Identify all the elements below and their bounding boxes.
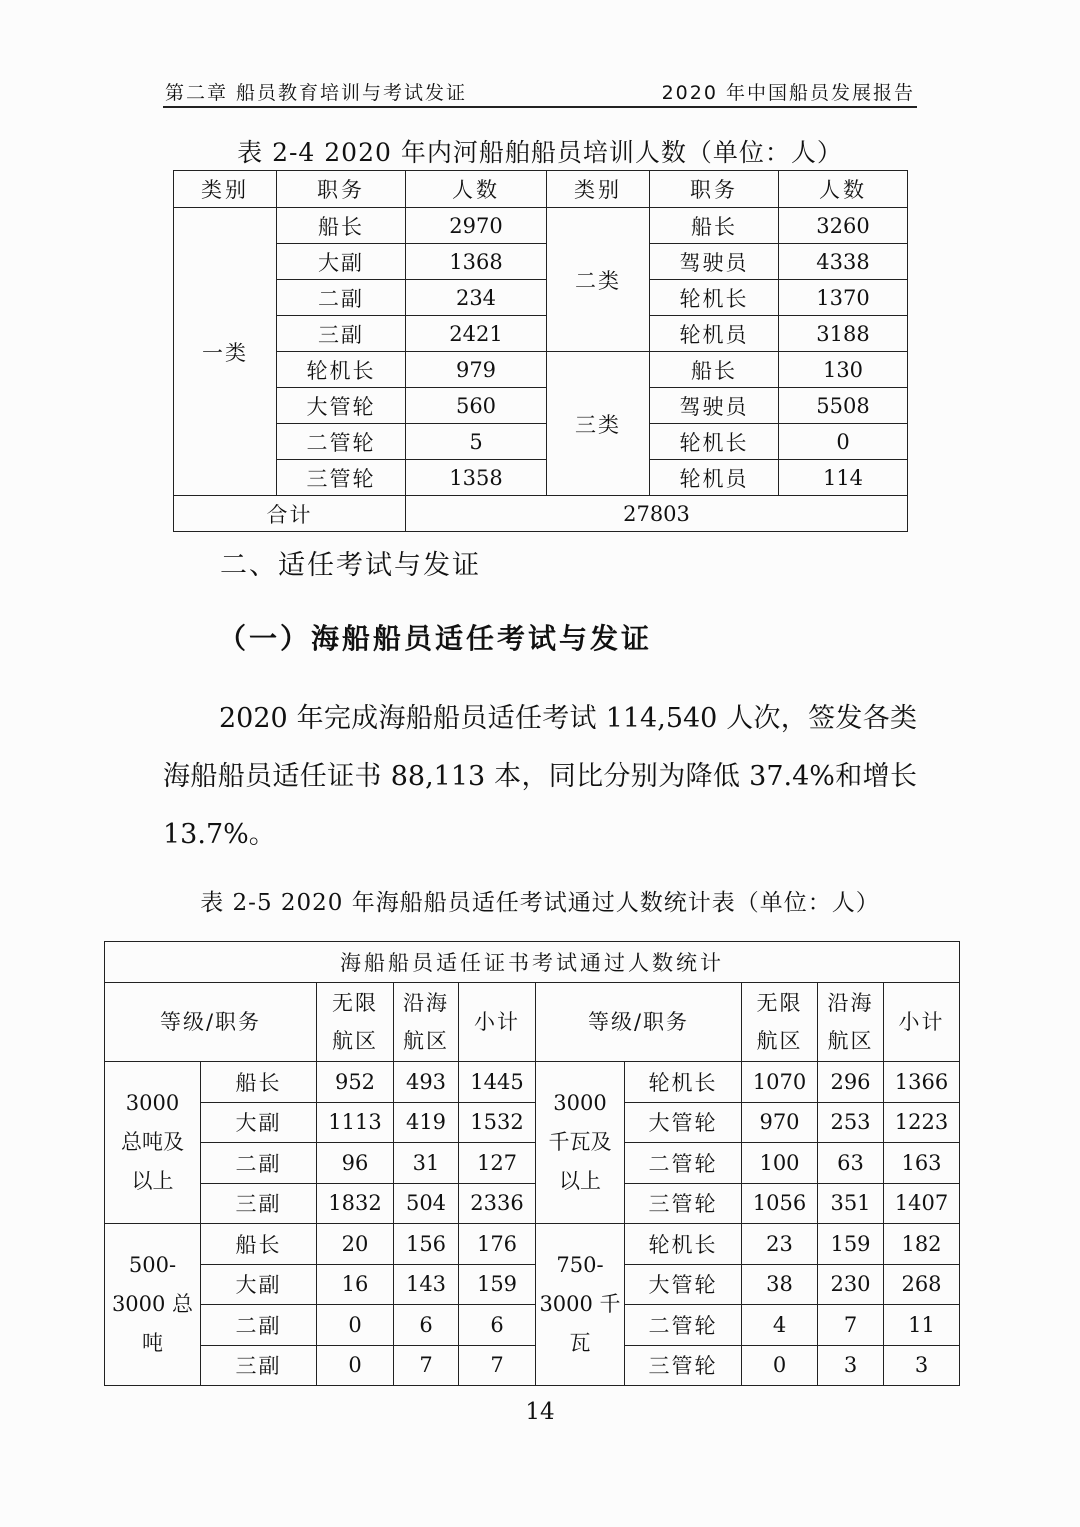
count-cell: 3260 <box>779 208 908 244</box>
group-label-line: 3000 <box>553 1091 607 1115</box>
role-cell: 轮机员 <box>650 316 779 352</box>
header-unlimited <box>742 983 818 1062</box>
class1-cell: 一类 <box>174 208 277 496</box>
group-label-line: 以上 <box>559 1169 601 1193</box>
table-title-row <box>105 942 960 983</box>
coastal-cell: 419 <box>394 1102 459 1143</box>
section-heading: 二、适任考试与发证 <box>220 550 481 581</box>
coastal-cell: 156 <box>394 1224 459 1265</box>
report-title: 2020 年中国船员发展报告 <box>661 82 915 104</box>
role-cell: 轮机长 <box>625 1062 742 1103</box>
table-title: 海船船员适任证书考试通过人数统计 <box>105 942 960 983</box>
table-row <box>105 1224 960 1265</box>
subtotal-cell: 11 <box>884 1305 960 1346</box>
header-grade-role: 等级/职务 <box>536 983 742 1062</box>
table-row <box>105 1102 960 1143</box>
count-cell: 0 <box>779 424 908 460</box>
header-line: 航区 <box>403 1029 449 1053</box>
header-coastal <box>394 983 459 1062</box>
count-cell: 5508 <box>779 388 908 424</box>
table-row <box>174 388 908 424</box>
count-cell: 3188 <box>779 316 908 352</box>
role-cell: 二管轮 <box>625 1305 742 1346</box>
role-cell: 大副 <box>277 244 406 280</box>
unlimited-cell: 16 <box>317 1264 394 1305</box>
subsection-heading: （一）海船船员适任考试与发证 <box>218 622 653 655</box>
table-row <box>174 280 908 316</box>
header-subtotal: 小计 <box>884 983 960 1062</box>
table-row <box>105 1143 960 1184</box>
header-count: 人数 <box>406 171 547 208</box>
count-cell: 5 <box>406 424 547 460</box>
table1-caption: 表 2-4 2020 年内河船舶船员培训人数（单位：人） <box>237 138 843 167</box>
inland-training-table <box>173 170 908 532</box>
count-cell: 979 <box>406 352 547 388</box>
subtotal-cell: 127 <box>459 1143 536 1184</box>
group-label-line: 瓦 <box>569 1331 591 1355</box>
header-line: 沿海 <box>403 991 449 1015</box>
total-label: 合计 <box>174 496 406 532</box>
unlimited-cell: 1056 <box>742 1183 818 1224</box>
page-number: 14 <box>525 1399 555 1425</box>
unlimited-cell: 20 <box>317 1224 394 1265</box>
tonnage-group-label <box>105 1224 201 1386</box>
power-group-label <box>536 1062 625 1224</box>
tonnage-group-label <box>105 1062 201 1224</box>
header-line: 航区 <box>756 1029 803 1053</box>
role-cell: 轮机长 <box>625 1224 742 1265</box>
coastal-cell: 296 <box>818 1062 884 1103</box>
subtotal-cell: 268 <box>884 1264 960 1305</box>
subtotal-cell: 7 <box>459 1345 536 1386</box>
table2-caption: 表 2-5 2020 年海船船员适任考试通过人数统计表（单位：人） <box>200 890 880 916</box>
header-grade-role: 等级/职务 <box>105 983 317 1062</box>
header-line: 航区 <box>332 1029 378 1053</box>
header-role: 职务 <box>650 171 779 208</box>
count-cell: 114 <box>779 460 908 496</box>
subtotal-cell: 1532 <box>459 1102 536 1143</box>
role-cell: 船长 <box>650 208 779 244</box>
table-row <box>105 1183 960 1224</box>
coastal-cell: 143 <box>394 1264 459 1305</box>
count-cell: 234 <box>406 280 547 316</box>
group-label-line: 千瓦及 <box>548 1130 612 1154</box>
unlimited-cell: 970 <box>742 1102 818 1143</box>
group-label-line: 3000 <box>125 1091 180 1115</box>
class3-cell: 三类 <box>547 352 650 496</box>
unlimited-cell: 0 <box>742 1345 818 1386</box>
role-cell: 大管轮 <box>277 388 406 424</box>
body-paragraph: 2020 年完成海船船员适任考试 114,540 人次，签发各类海船船员适任证书 88,113 本，同比分别为降低 37.4%和增长 13.7%。 <box>163 703 917 850</box>
subtotal-cell: 159 <box>459 1264 536 1305</box>
subtotal-cell: 2336 <box>459 1183 536 1224</box>
header-line: 无限 <box>332 991 378 1015</box>
coastal-cell: 63 <box>818 1143 884 1184</box>
table-row <box>105 1062 960 1103</box>
subtotal-cell: 182 <box>884 1224 960 1265</box>
role-cell: 二副 <box>201 1305 317 1346</box>
coastal-cell: 493 <box>394 1062 459 1103</box>
unlimited-cell: 0 <box>317 1305 394 1346</box>
group-label-line: 吨 <box>142 1331 163 1355</box>
subtotal-cell: 3 <box>884 1345 960 1386</box>
role-cell: 轮机长 <box>277 352 406 388</box>
coastal-cell: 7 <box>818 1305 884 1346</box>
header-role: 职务 <box>277 171 406 208</box>
header-count: 人数 <box>779 171 908 208</box>
total-row <box>174 496 908 532</box>
header-line: 航区 <box>827 1029 874 1053</box>
role-cell: 三副 <box>201 1183 317 1224</box>
role-cell: 三管轮 <box>625 1345 742 1386</box>
count-cell: 1368 <box>406 244 547 280</box>
unlimited-cell: 4 <box>742 1305 818 1346</box>
table-row <box>105 1305 960 1346</box>
role-cell: 轮机长 <box>650 280 779 316</box>
table-row <box>174 424 908 460</box>
coastal-cell: 31 <box>394 1143 459 1184</box>
table-row <box>174 352 908 388</box>
coastal-cell: 159 <box>818 1224 884 1265</box>
role-cell: 驾驶员 <box>650 388 779 424</box>
table-row <box>174 460 908 496</box>
chapter-title: 第二章 船员教育培训与考试发证 <box>165 82 468 104</box>
header-subtotal: 小计 <box>459 983 536 1062</box>
seafarer-exam-table <box>104 941 960 1386</box>
group-label-line: 3000 千 <box>539 1292 621 1316</box>
role-cell: 大副 <box>201 1264 317 1305</box>
coastal-cell: 230 <box>818 1264 884 1305</box>
coastal-cell: 504 <box>394 1183 459 1224</box>
table-body <box>105 1062 960 1386</box>
group-label-line: 500- <box>128 1253 177 1277</box>
role-cell: 轮机长 <box>650 424 779 460</box>
group-label-line: 总吨及 <box>121 1130 184 1154</box>
table-row <box>174 208 908 244</box>
count-cell: 1358 <box>406 460 547 496</box>
coastal-cell: 6 <box>394 1305 459 1346</box>
coastal-cell: 7 <box>394 1345 459 1386</box>
count-cell: 560 <box>406 388 547 424</box>
role-cell: 船长 <box>201 1062 317 1103</box>
unlimited-cell: 1832 <box>317 1183 394 1224</box>
header-category: 类别 <box>174 171 277 208</box>
subtotal-cell: 6 <box>459 1305 536 1346</box>
role-cell: 大副 <box>201 1102 317 1143</box>
table-row <box>105 1345 960 1386</box>
role-cell: 三管轮 <box>277 460 406 496</box>
header-unlimited <box>317 983 394 1062</box>
unlimited-cell: 1070 <box>742 1062 818 1103</box>
subtotal-cell: 163 <box>884 1143 960 1184</box>
subtotal-cell: 1407 <box>884 1183 960 1224</box>
group-label-line: 以上 <box>131 1169 174 1193</box>
table-row <box>105 1264 960 1305</box>
subtotal-cell: 176 <box>459 1224 536 1265</box>
table-header-row <box>105 983 960 1062</box>
group-label-line: 750- <box>556 1253 604 1277</box>
table-header-row <box>174 171 908 208</box>
coastal-cell: 351 <box>818 1183 884 1224</box>
count-cell: 1370 <box>779 280 908 316</box>
count-cell: 2421 <box>406 316 547 352</box>
class2-cell: 二类 <box>547 208 650 352</box>
subtotal-cell: 1223 <box>884 1102 960 1143</box>
total-value: 27803 <box>406 496 908 532</box>
role-cell: 船长 <box>277 208 406 244</box>
count-cell: 4338 <box>779 244 908 280</box>
role-cell: 二管轮 <box>625 1143 742 1184</box>
unlimited-cell: 38 <box>742 1264 818 1305</box>
unlimited-cell: 23 <box>742 1224 818 1265</box>
table-row <box>174 316 908 352</box>
role-cell: 轮机员 <box>650 460 779 496</box>
unlimited-cell: 952 <box>317 1062 394 1103</box>
page-header <box>163 76 917 108</box>
table-row <box>174 244 908 280</box>
count-cell: 130 <box>779 352 908 388</box>
header-line: 无限 <box>756 991 803 1015</box>
unlimited-cell: 1113 <box>317 1102 394 1143</box>
group-label-line: 3000 总 <box>111 1292 194 1316</box>
role-cell: 大管轮 <box>625 1264 742 1305</box>
header-category: 类别 <box>547 171 650 208</box>
power-group-label <box>536 1224 625 1386</box>
role-cell: 船长 <box>650 352 779 388</box>
coastal-cell: 253 <box>818 1102 884 1143</box>
role-cell: 三副 <box>277 316 406 352</box>
role-cell: 二管轮 <box>277 424 406 460</box>
header-coastal <box>818 983 884 1062</box>
role-cell: 三副 <box>201 1345 317 1386</box>
role-cell: 驾驶员 <box>650 244 779 280</box>
header-line: 沿海 <box>827 991 874 1015</box>
count-cell: 2970 <box>406 208 547 244</box>
role-cell: 二副 <box>277 280 406 316</box>
subtotal-cell: 1445 <box>459 1062 536 1103</box>
unlimited-cell: 0 <box>317 1345 394 1386</box>
role-cell: 大管轮 <box>625 1102 742 1143</box>
unlimited-cell: 96 <box>317 1143 394 1184</box>
coastal-cell: 3 <box>818 1345 884 1386</box>
role-cell: 二副 <box>201 1143 317 1184</box>
role-cell: 三管轮 <box>625 1183 742 1224</box>
role-cell: 船长 <box>201 1224 317 1265</box>
unlimited-cell: 100 <box>742 1143 818 1184</box>
subtotal-cell: 1366 <box>884 1062 960 1103</box>
